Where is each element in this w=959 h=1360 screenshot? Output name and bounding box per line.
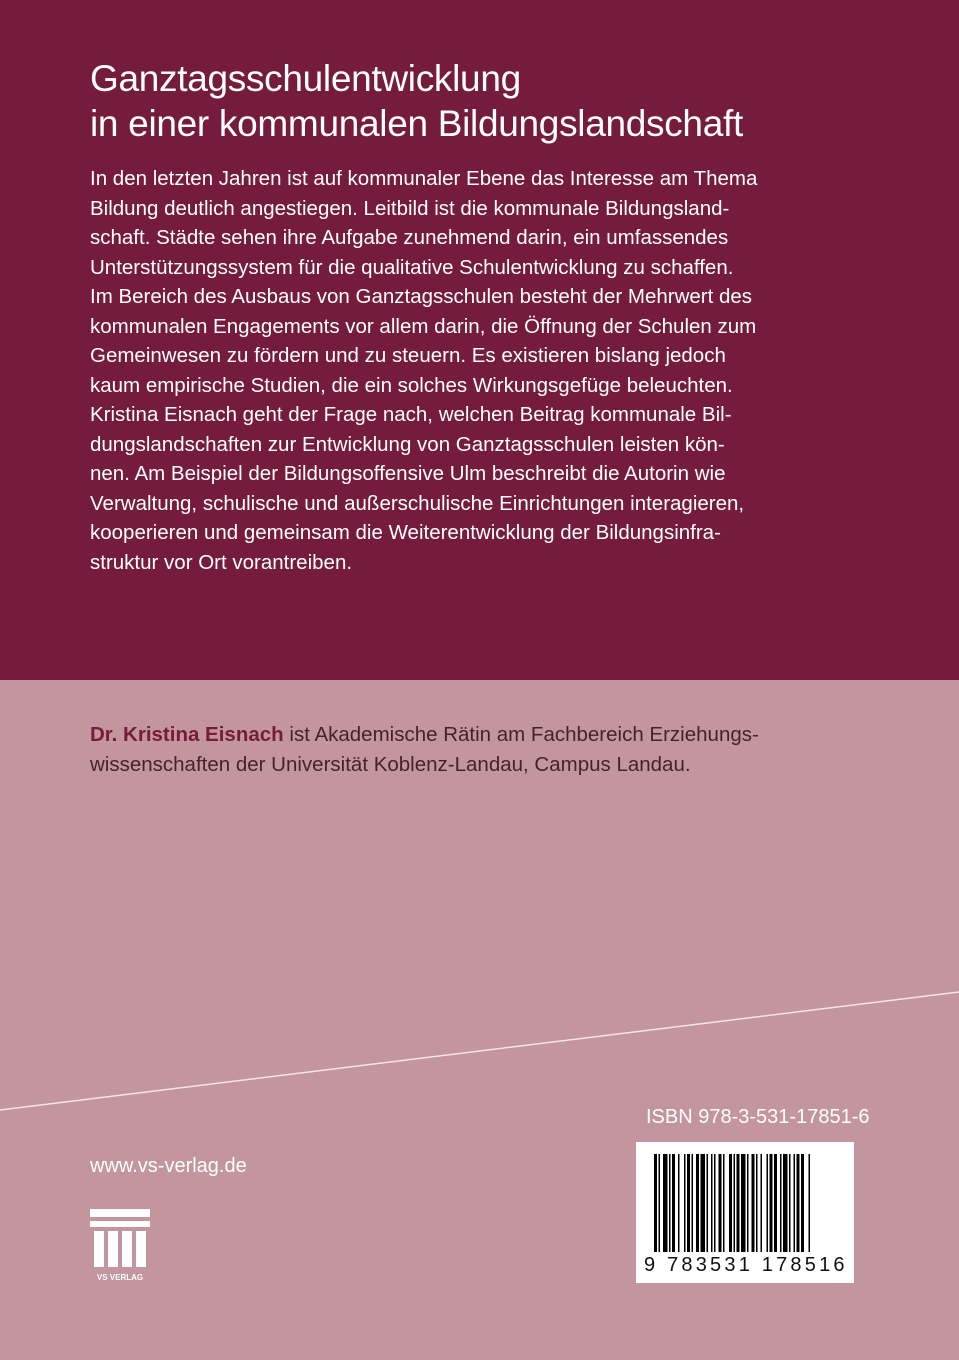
barcode-digits: 9 783531 178516 — [644, 1254, 848, 1276]
isbn-label: ISBN 978-3-531-17851-6 — [646, 1106, 870, 1128]
barcode-bar — [794, 1154, 796, 1252]
barcode-bar — [672, 1154, 675, 1252]
barcode-bar — [719, 1154, 722, 1252]
author-bio-text-1: ist Akademische Rätin am Fachbereich Erziehungs- — [283, 723, 759, 746]
author-bio-line-2: wissenschaften der Universität Koblenz-Landau, Campus Landau. — [90, 752, 691, 776]
publisher-website: www.vs-verlag.de — [90, 1155, 247, 1177]
blurb-line: struktur vor Ort vorantreiben. — [90, 550, 353, 574]
title-line-2: in einer kommunalen Bildungslandschaft — [90, 103, 743, 144]
barcode-bar — [659, 1154, 661, 1252]
barcode-bar — [696, 1154, 699, 1252]
barcode-bar — [761, 1154, 763, 1252]
barcode-bar — [741, 1154, 746, 1252]
blurb-line: Verwaltung, schulische und außerschulische Einrichtungen interagieren, — [90, 491, 745, 515]
blurb-line: Kristina Eisnach geht der Frage nach, welchen Beitrag kommunale Bil- — [90, 403, 732, 426]
barcode-bar — [801, 1154, 804, 1252]
barcode-bar — [809, 1154, 811, 1252]
publisher-logo-text: VS VERLAG — [96, 1273, 144, 1282]
barcode-bar — [747, 1154, 749, 1252]
barcode-bar — [701, 1154, 706, 1252]
barcode-bar — [669, 1154, 671, 1252]
barcode-bar — [789, 1154, 791, 1252]
barcode-bar — [663, 1154, 668, 1252]
blurb-line: schaft. Städte sehen ihre Aufgabe zunehmend darin, ein umfassendes — [90, 226, 729, 249]
blurb-line: Unterstützungssystem für die qualitative Schulentwicklung zu schaffen. — [90, 255, 734, 279]
barcode-bar — [684, 1154, 686, 1252]
barcode-bar — [737, 1154, 740, 1252]
blurb-line: dungslandschaften zur Entwicklung von Ganztagsschulen leisten kön- — [90, 432, 725, 456]
blurb-line: kommunalen Engagements vor allem darin, die Öffnung der Schulen zum — [90, 314, 757, 338]
barcode-bar — [734, 1154, 736, 1252]
barcode-bar — [774, 1154, 777, 1252]
blurb-line: Im Bereich des Ausbaus von Ganztagsschulen besteht der Mehrwert des — [90, 285, 753, 308]
title-line-1: Ganztagsschulentwicklung — [90, 58, 521, 99]
barcode-bar — [729, 1154, 732, 1252]
barcode-bar — [654, 1154, 657, 1252]
blurb-line: nen. Am Beispiel der Bildungsoffensive Ulm beschreibt die Autorin wie — [90, 462, 726, 485]
diagonal-divider-line — [0, 960, 959, 1120]
barcode-bar — [707, 1154, 709, 1252]
barcode — [636, 1142, 854, 1283]
blurb-line: kooperieren und gemeinsam die Weiterentwicklung der Bildungsinfra- — [90, 521, 721, 544]
barcode-bar — [780, 1154, 782, 1252]
barcode-bar — [692, 1154, 694, 1252]
barcode-bar — [797, 1154, 800, 1252]
author-bio — [90, 720, 910, 779]
barcode-bar — [723, 1154, 725, 1252]
blurb-line: Bildung deutlich angestiegen. Leitbild ist die kommunale Bildungsland- — [90, 196, 730, 220]
barcode-bar — [767, 1154, 769, 1252]
barcode-bar — [783, 1154, 788, 1252]
barcode-bar — [687, 1154, 690, 1252]
barcode-bar — [770, 1154, 773, 1252]
barcode-bar — [752, 1154, 755, 1252]
barcode-bar — [714, 1154, 716, 1252]
publisher-logo-icon — [90, 1209, 150, 1283]
blurb-line: In den letzten Jahren ist auf kommunaler Ebene das Interesse am Thema — [90, 167, 758, 190]
blurb-line: Gemeinwesen zu fördern und zu steuern. Es existieren bislang jedoch — [90, 344, 726, 367]
book-title — [90, 56, 743, 146]
barcode-bar — [756, 1154, 758, 1252]
barcode-bar — [711, 1154, 713, 1252]
author-name: Dr. Kristina Eisnach — [90, 723, 284, 746]
author-bio-line-1 — [90, 720, 910, 750]
blurb-line: kaum empirische Studien, die ein solches Wirkungsgefüge beleuchten. — [90, 373, 733, 397]
barcode-bar — [678, 1154, 680, 1252]
book-blurb — [90, 164, 890, 577]
